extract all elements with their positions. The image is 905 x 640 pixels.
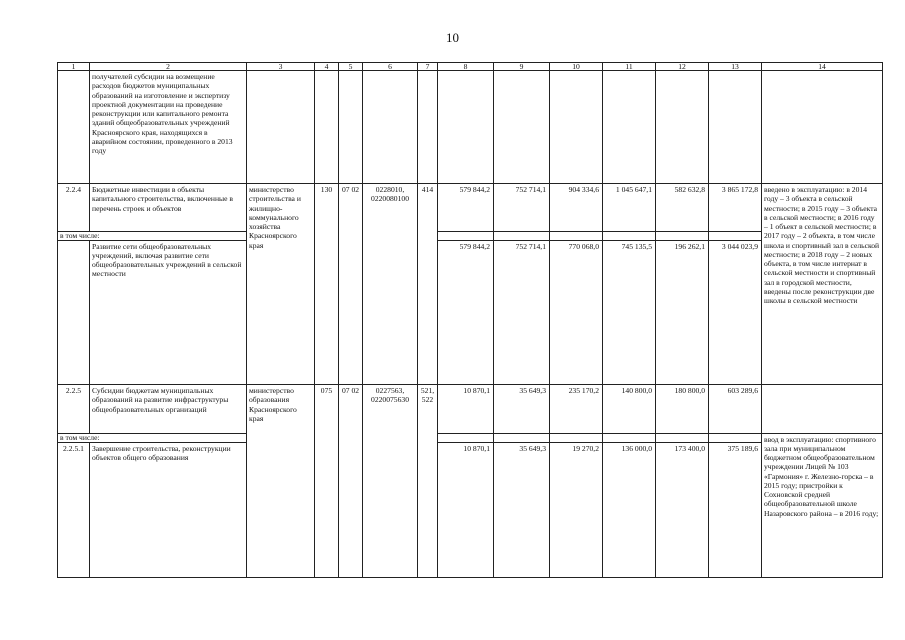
value-cell: 10 870,1 bbox=[438, 385, 494, 433]
column-number: 13 bbox=[709, 63, 762, 71]
csr-cell: 0227563, 0220075630 bbox=[363, 385, 418, 578]
measure-number-cell bbox=[58, 71, 90, 184]
measure-name-cell: Субсидии бюджетам муниципальных образований на развитие инфраструктуры общеобразовательных организаций bbox=[90, 385, 247, 433]
table-row-2-2-4 bbox=[58, 184, 883, 231]
result-cell: ввод в эксплуатацию: спортивного зала при муниципальном бюджетном общеобразовательном учреждении Лицей № 103 «Гармония» г. Железно-горска – в 2015 году; пристройки к Сохновской средней общеобразовательной школе Назаровского района – в 2016 году; bbox=[762, 433, 883, 577]
table-row-continuation bbox=[58, 71, 883, 184]
measure-name-cell: Бюджетные инвестиции в объекты капитального строительства, включенные в перечень строек и объектов bbox=[90, 184, 247, 231]
including-label: в том числе: bbox=[58, 231, 247, 240]
table-row-2-2-5-1 bbox=[58, 442, 883, 577]
column-number: 14 bbox=[762, 63, 883, 71]
column-number-row bbox=[58, 63, 883, 71]
column-number: 3 bbox=[247, 63, 315, 71]
measure-number-cell: 2.2.5 bbox=[58, 385, 90, 433]
vr-cell: 414 bbox=[418, 184, 438, 385]
table-row-including bbox=[58, 231, 883, 240]
column-number: 5 bbox=[339, 63, 363, 71]
value-cell: 19 270,2 bbox=[550, 442, 603, 577]
column-number: 1 bbox=[58, 63, 90, 71]
value-cell: 196 262,1 bbox=[656, 240, 709, 384]
rzpr-cell: 07 02 bbox=[339, 184, 363, 385]
value-cell: 1 045 647,1 bbox=[603, 184, 656, 231]
column-number: 12 bbox=[656, 63, 709, 71]
column-number: 6 bbox=[363, 63, 418, 71]
column-number: 11 bbox=[603, 63, 656, 71]
grbs-cell: 075 bbox=[315, 385, 339, 578]
column-number: 10 bbox=[550, 63, 603, 71]
measure-name-cell: Завершение строительства, реконструкции объектов общего образования bbox=[90, 442, 247, 577]
value-cell: 3 044 023,9 bbox=[709, 240, 762, 384]
value-cell: 136 000,0 bbox=[603, 442, 656, 577]
result-cell bbox=[762, 385, 883, 433]
measure-number-cell: 2.2.5.1 bbox=[58, 442, 90, 577]
value-cell: 10 870,1 bbox=[438, 442, 494, 577]
table-row-2-2-5 bbox=[58, 385, 883, 433]
value-cell: 35 649,3 bbox=[494, 442, 550, 577]
table-row-including bbox=[58, 433, 883, 442]
column-number: 8 bbox=[438, 63, 494, 71]
value-cell: 173 400,0 bbox=[656, 442, 709, 577]
executor-cell: министерство образования Красноярского края bbox=[247, 385, 315, 578]
value-cell: 235 170,2 bbox=[550, 385, 603, 433]
value-cell: 582 632,8 bbox=[656, 184, 709, 231]
program-measures-table bbox=[57, 62, 883, 578]
value-cell: 752 714,1 bbox=[494, 240, 550, 384]
value-cell: 375 189,6 bbox=[709, 442, 762, 577]
value-cell: 180 800,0 bbox=[656, 385, 709, 433]
column-number: 9 bbox=[494, 63, 550, 71]
value-cell: 904 334,6 bbox=[550, 184, 603, 231]
executor-cell: министерство строительства и жилищно-коммунального хозяйства Красноярского края bbox=[247, 184, 315, 385]
value-cell: 579 844,2 bbox=[438, 240, 494, 384]
value-cell: 752 714,1 bbox=[494, 184, 550, 231]
value-cell: 603 289,6 bbox=[709, 385, 762, 433]
value-cell: 140 800,0 bbox=[603, 385, 656, 433]
column-number: 2 bbox=[90, 63, 247, 71]
value-cell: 579 844,2 bbox=[438, 184, 494, 231]
csr-cell: 0228010, 0220080100 bbox=[363, 184, 418, 385]
value-cell: 35 649,3 bbox=[494, 385, 550, 433]
measure-name-cell: получателей субсидии на возмещение расходов бюджетов муниципальных образований на изготовление и экспертизу проектной документации на проведение реконструкции или капитального ремонта зданий общеобразовательных учреждений Красноярского края, находящихся в аварийном состоянии, проведенного в 2013 году bbox=[90, 71, 247, 184]
measure-number-cell: 2.2.4 bbox=[58, 184, 90, 231]
rzpr-cell: 07 02 bbox=[339, 385, 363, 578]
value-cell: 745 135,5 bbox=[603, 240, 656, 384]
including-label: в том числе: bbox=[58, 433, 247, 442]
value-cell: 3 865 172,8 bbox=[709, 184, 762, 231]
column-number: 4 bbox=[315, 63, 339, 71]
table-row-2-2-4-sub bbox=[58, 240, 883, 384]
grbs-cell: 130 bbox=[315, 184, 339, 385]
vr-cell: 521, 522 bbox=[418, 385, 438, 578]
page-number: 10 bbox=[446, 30, 459, 45]
value-cell: 770 068,0 bbox=[550, 240, 603, 384]
measure-name-cell: Развитие сети общеобразовательных учреждений, включая развитие сети общеобразовательных учреждений в сельской местности bbox=[90, 240, 247, 384]
column-number: 7 bbox=[418, 63, 438, 71]
result-cell: введено в эксплуатацию: в 2014 году – 3 объекта в сельской местности; в 2015 году – 3 объекта в сельской местности; в 2016 году – 1 объект в сельской местности; в 2017 году – 2 объекта, в том числе школа и спортивный зал в сельской местности; в 2018 году – 2 новых объекта, в том числе интернат в сельской местности и спортивный зал в городской местности, введены после реконструкции две школы в сельской местности bbox=[762, 184, 883, 385]
